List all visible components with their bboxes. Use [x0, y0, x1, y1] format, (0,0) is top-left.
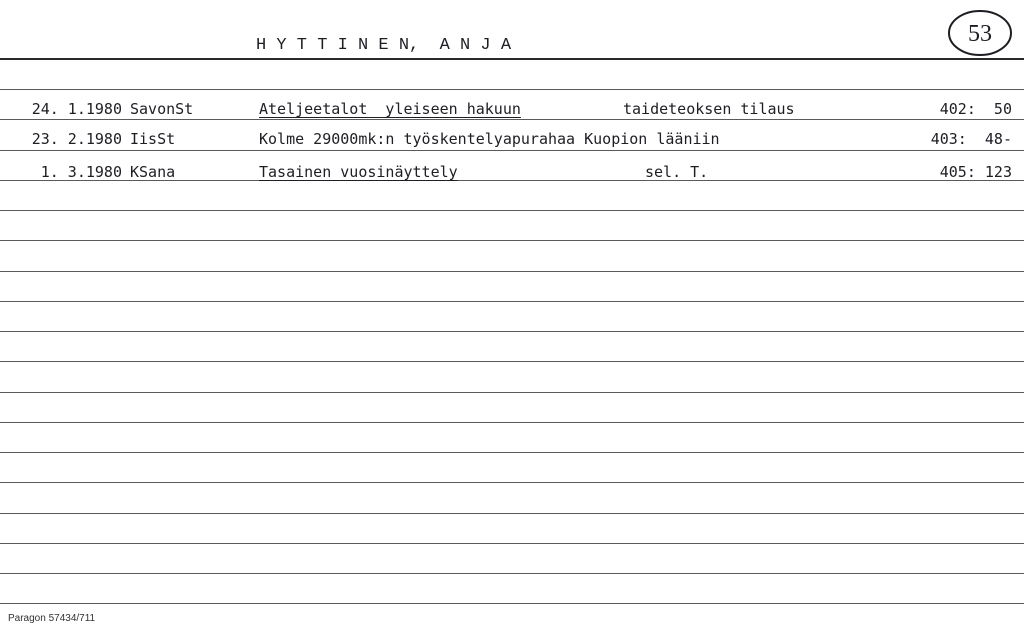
ruled-line: [0, 89, 1024, 90]
ruled-line: [0, 603, 1024, 604]
ruled-line: [0, 482, 1024, 483]
entry-source: SavonSt: [130, 100, 194, 118]
entry-ref: 402: 50: [939, 100, 1012, 118]
ruled-line: [0, 452, 1024, 453]
entry-date: 23. 2.1980: [31, 130, 122, 148]
entry-note: sel. T.: [645, 163, 709, 181]
ruled-line: [0, 271, 1024, 272]
stamp-number: 53: [968, 21, 992, 47]
entry-note: taideteoksen tilaus: [623, 100, 795, 118]
entry-date: 1. 3.1980: [40, 163, 122, 181]
entry-description: Ateljeetalot yleiseen hakuun: [259, 100, 521, 118]
card-footer-label: Paragon 57434/711: [8, 613, 96, 624]
stamp-number-circle: [946, 8, 1014, 58]
header-rule: [0, 58, 1024, 60]
ruled-line: [0, 361, 1024, 362]
ruled-line: [0, 240, 1024, 241]
card-header-name: H Y T T I N E N, A N J A: [256, 36, 512, 55]
entry-source: KSana: [130, 163, 176, 181]
ruled-line: [0, 210, 1024, 211]
entry-description: Tasainen vuosinäyttely: [259, 163, 458, 181]
entry-row: [0, 128, 1024, 150]
entry-ref: 403: 48-: [930, 130, 1012, 148]
entry-date: 24. 1.1980: [31, 100, 122, 118]
ruled-line: [0, 392, 1024, 393]
entry-row: [0, 98, 1024, 120]
ruled-line: [0, 150, 1024, 151]
entry-description: Kolme 29000mk:n työskentelyapurahaa Kuopion lääniin: [259, 130, 720, 148]
ruled-line: [0, 301, 1024, 302]
entry-ref: 405: 123: [939, 163, 1012, 181]
ruled-line: [0, 573, 1024, 574]
ruled-line: [0, 422, 1024, 423]
ruled-line: [0, 513, 1024, 514]
ruled-line: [0, 543, 1024, 544]
entry-row: [0, 161, 1024, 183]
ruled-line: [0, 331, 1024, 332]
entry-source: IisSt: [130, 130, 176, 148]
